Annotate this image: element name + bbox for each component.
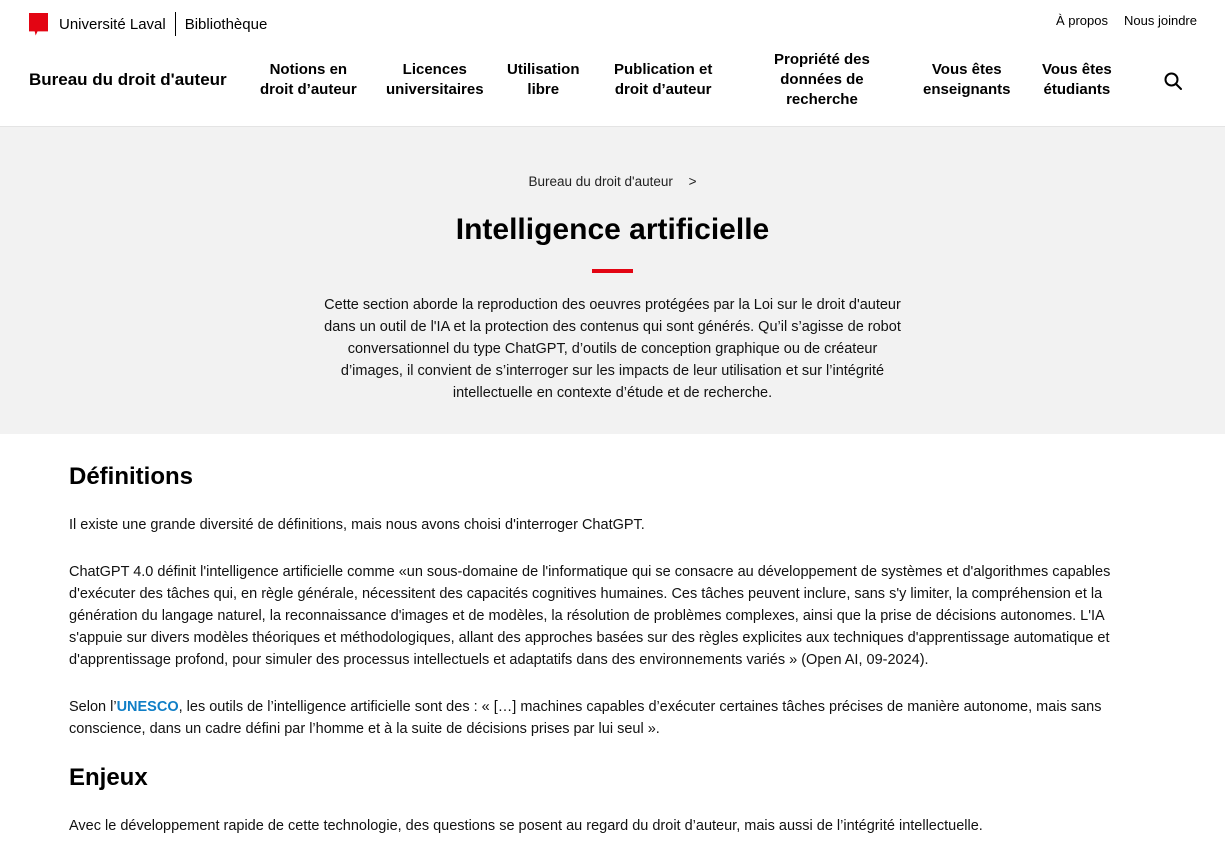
nav-label-line: Notions en xyxy=(269,61,348,78)
title-underline xyxy=(592,269,633,273)
search-button[interactable] xyxy=(1163,71,1183,91)
paragraph-line: conscience, dans un cadre défini par l’homme et à la suite de décisions prises par lui seul ». xyxy=(69,721,660,737)
about-link[interactable]: À propos xyxy=(1055,13,1108,28)
main-nav xyxy=(0,46,1225,127)
nav-label-line: étudiants xyxy=(1043,81,1111,98)
paragraph-intro: Il existe une grande diversité de définitions, mais nous avons choisi d'interroger ChatGPT. xyxy=(69,517,645,533)
breadcrumb-separator: > xyxy=(688,174,697,189)
paragraph-line: d'exécuter des tâches qui, en règle générale, nécessitent des capacités cognitives humaines. Ces tâches peuvent inclure, sans s'y limiter, la compréhension et la xyxy=(69,586,1103,602)
nav-item-publication[interactable] xyxy=(614,60,712,100)
intro-line: conversationnel du type ChatGPT, d’outils de conception graphique ou de créateur xyxy=(347,341,878,357)
nav-label-line: Utilisation xyxy=(507,61,580,78)
nav-item-propriete-donnees[interactable] xyxy=(774,50,870,110)
text-fragment: , les outils de l’intelligence artificielle sont des : « […] machines capables d’exécuter certaines tâches précises de manière autonome, mais sans xyxy=(178,699,1102,715)
nav-label-line: données de xyxy=(780,71,864,88)
paragraph-chatgpt-definition xyxy=(69,561,1154,671)
site-title[interactable]: Bureau du droit d'auteur xyxy=(29,70,227,89)
nav-label-line: Propriété des xyxy=(774,51,870,68)
intro-line: intellectuelle en contexte d’étude et de recherche. xyxy=(452,385,773,401)
breadcrumb xyxy=(0,174,1225,189)
paragraph-line: s'appuie sur divers modèles théoriques et méthodologiques, allant des approches basées sur des règles explicites aux techniques d'apprentissage automatique et xyxy=(69,630,1110,646)
paragraph-enjeux: Avec le développement rapide de cette technologie, des questions se posent au regard du droit d’auteur, mais aussi de l’intégrité intellectuelle. xyxy=(69,818,983,834)
paragraph-line xyxy=(69,696,1154,718)
nav-label-line: droit d’auteur xyxy=(260,81,357,98)
intro-line: Cette section aborde la reproduction des oeuvres protégées par la Loi sur le droit d'auteur xyxy=(324,297,901,313)
paragraph-unesco xyxy=(69,696,1154,740)
library-name: Bibliothèque xyxy=(184,15,268,33)
heading-enjeux: Enjeux xyxy=(69,764,148,791)
paragraph-line: d'apprentissage profond, pour simuler des processus intellectuels et adaptatifs dans des environnements variés » (Open AI, 09-2024). xyxy=(69,652,929,668)
utility-links xyxy=(1056,13,1197,28)
page-hero xyxy=(0,127,1225,434)
heading-definitions: Définitions xyxy=(69,463,193,490)
paragraph-line: ChatGPT 4.0 définit l'intelligence artificielle comme «un sous-domaine de l'informatique qui se consacre au développement de systèmes et d'algorithmes capables xyxy=(69,564,1111,580)
ulaval-logo-icon xyxy=(29,13,48,36)
brand-divider xyxy=(175,12,176,36)
nav-item-licences[interactable] xyxy=(386,60,484,100)
nav-item-enseignants[interactable] xyxy=(923,60,1011,100)
nav-item-notions[interactable] xyxy=(260,60,357,100)
nav-label-line: Vous êtes xyxy=(931,61,1002,78)
intro-line: d’images, il convient de s’interroger sur les impacts de leur utilisation et sur l’intégrité xyxy=(340,363,885,379)
nav-label-line: Vous êtes xyxy=(1042,61,1112,78)
nav-label-line: universitaires xyxy=(386,81,484,98)
nav-label-line: droit d’auteur xyxy=(614,81,712,98)
nav-label-line: Publication et xyxy=(614,61,713,78)
unesco-link[interactable]: UNESCO xyxy=(116,699,179,715)
brand-logo[interactable] xyxy=(29,12,267,36)
nav-label-line: enseignants xyxy=(923,81,1011,98)
nav-label-line: Licences xyxy=(402,61,467,78)
contact-link[interactable]: Nous joindre xyxy=(1124,13,1197,28)
page-title: Intelligence artificielle xyxy=(455,213,770,246)
nav-label-line: libre xyxy=(527,81,560,98)
search-icon xyxy=(1163,71,1183,91)
paragraph-line: génération du langage naturel, la reconnaissance d'images et de modèles, la résolution de problèmes complexes, ainsi que la prise de décisions autonomes. L'IA xyxy=(69,608,1105,624)
university-name: Université Laval xyxy=(59,15,166,33)
nav-label-line: recherche xyxy=(786,91,858,108)
intro-text xyxy=(300,294,925,404)
nav-item-utilisation-libre[interactable] xyxy=(507,60,580,100)
nav-item-etudiants[interactable] xyxy=(1042,60,1112,100)
intro-line: dans un outil de l'IA et la protection des contenus qui sont générés. Qu’il s’agisse de robot xyxy=(324,319,901,335)
text-fragment: Selon l’ xyxy=(69,699,117,715)
breadcrumb-link[interactable]: Bureau du droit d'auteur xyxy=(528,174,673,189)
top-bar xyxy=(0,0,1225,46)
